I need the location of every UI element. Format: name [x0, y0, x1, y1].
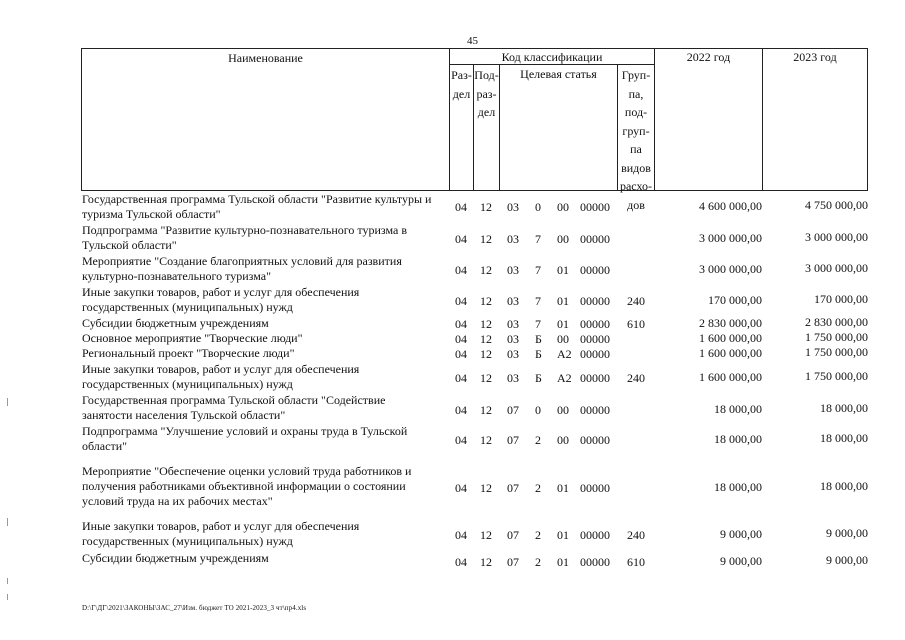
cell-podrazdel: 12: [480, 433, 492, 447]
cell-2022: 18 000,00: [714, 480, 762, 494]
cell-2023: 4 750 000,00: [805, 198, 868, 212]
scan-mark: [7, 594, 8, 600]
header-classification: Код классификации: [501, 50, 603, 64]
cell-razdel: 04: [455, 433, 467, 447]
cell-target-2: Б: [535, 371, 542, 385]
cell-target-1: 07: [507, 481, 519, 495]
row-name: [82, 393, 452, 423]
row-name: [82, 464, 452, 509]
header-group-line: видов: [621, 160, 651, 175]
cell-2022: 1 600 000,00: [699, 331, 762, 345]
scan-mark: [7, 398, 8, 406]
cell-target-2: 2: [535, 528, 541, 542]
cell-target-4: 00000: [580, 481, 610, 495]
row-name: [82, 331, 452, 346]
cell-2023: 9 000,00: [826, 553, 868, 567]
col-divider-podrazdel: [499, 64, 500, 191]
header-year-2023: 2023 год: [793, 50, 837, 64]
cell-2023: 2 830 000,00: [805, 315, 868, 329]
cell-target-3: 01: [557, 481, 569, 495]
cell-podrazdel: 12: [480, 528, 492, 542]
cell-target-2: 7: [535, 317, 541, 331]
row-name: [82, 424, 452, 454]
cell-group: 240: [627, 528, 645, 542]
page-number: 45: [467, 35, 478, 47]
row-name: [82, 254, 452, 284]
cell-target-3: 01: [557, 294, 569, 308]
cell-target-3: 00: [557, 332, 569, 346]
header-subsection: [474, 66, 499, 122]
header-subsection-line: дел: [477, 105, 496, 119]
row-name-line: туризма Тульской области": [82, 207, 221, 221]
cell-target-4: 00000: [580, 528, 610, 542]
cell-target-2: 7: [535, 294, 541, 308]
cell-2023: 1 750 000,00: [805, 369, 868, 383]
header-subsection-line: раз-: [476, 86, 497, 101]
row-name-line: культурно-познавательного туризма": [82, 269, 271, 283]
cell-target-4: 00000: [580, 403, 610, 417]
header-group-line: под-: [624, 105, 648, 119]
cell-target-4: 00000: [580, 371, 610, 385]
header-subsection-line: Под-: [474, 68, 499, 82]
cell-target-3: А2: [557, 347, 572, 361]
cell-podrazdel: 12: [480, 294, 492, 308]
cell-target-1: 03: [507, 332, 519, 346]
cell-razdel: 04: [455, 294, 467, 308]
row-name: [82, 223, 452, 253]
cell-target-2: 2: [535, 481, 541, 495]
cell-podrazdel: 12: [480, 371, 492, 385]
cell-2022: 3 000 000,00: [699, 231, 762, 245]
cell-target-1: 03: [507, 347, 519, 361]
row-name-line: Субсидии бюджетным учреждениям: [82, 316, 269, 330]
row-name-line: Подпрограмма "Развитие культурно-познавательного туризма в: [82, 223, 407, 237]
header-target-article: Целевая статья: [520, 67, 597, 81]
cell-target-1: 03: [507, 200, 519, 214]
cell-target-4: 00000: [580, 347, 610, 361]
header-group-line: расхо-: [619, 179, 653, 193]
row-name: [82, 192, 452, 222]
header-section: [450, 66, 473, 103]
cell-target-1: 03: [507, 263, 519, 277]
row-name-line: государственных (муниципальных) нужд: [82, 534, 293, 548]
scan-mark: [7, 518, 8, 526]
cell-target-3: 01: [557, 263, 569, 277]
cell-target-2: 7: [535, 232, 541, 246]
row-name-line: Государственная программа Тульской области "Содействие: [82, 393, 386, 407]
cell-target-3: 00: [557, 403, 569, 417]
cell-target-3: 01: [557, 555, 569, 569]
cell-podrazdel: 12: [480, 403, 492, 417]
cell-2023: 1 750 000,00: [805, 330, 868, 344]
cell-target-1: 07: [507, 403, 519, 417]
cell-2022: 3 000 000,00: [699, 262, 762, 276]
header-bottom-rule: [81, 190, 868, 191]
row-name-line: условий труда на их рабочих местах": [82, 494, 273, 508]
cell-target-3: 01: [557, 528, 569, 542]
cell-target-2: 2: [535, 555, 541, 569]
cell-target-1: 07: [507, 528, 519, 542]
cell-razdel: 04: [455, 347, 467, 361]
cell-target-1: 03: [507, 371, 519, 385]
cell-razdel: 04: [455, 481, 467, 495]
cell-target-4: 00000: [580, 332, 610, 346]
cell-razdel: 04: [455, 403, 467, 417]
cell-2023: 1 750 000,00: [805, 345, 868, 359]
cell-target-1: 03: [507, 232, 519, 246]
cell-target-3: А2: [557, 371, 572, 385]
cell-podrazdel: 12: [480, 232, 492, 246]
cell-target-4: 00000: [580, 433, 610, 447]
cell-podrazdel: 12: [480, 332, 492, 346]
header-top-rule: [81, 48, 868, 49]
row-name-line: Подпрограмма "Улучшение условий и охраны труда в Тульской: [82, 424, 408, 438]
header-name: Наименование: [228, 51, 303, 65]
cell-target-4: 00000: [580, 232, 610, 246]
cell-target-1: 07: [507, 555, 519, 569]
cell-razdel: 04: [455, 232, 467, 246]
cell-2022: 4 600 000,00: [699, 199, 762, 213]
header-section-line: дел: [452, 86, 471, 101]
cell-podrazdel: 12: [480, 317, 492, 331]
cell-target-3: 00: [557, 200, 569, 214]
cell-target-2: 0: [535, 403, 541, 417]
cell-target-2: 2: [535, 433, 541, 447]
cell-group: 240: [627, 294, 645, 308]
header-section-line: Раз-: [451, 68, 472, 82]
cell-group: 240: [627, 371, 645, 385]
row-name-line: области": [82, 439, 128, 453]
header-group-line: па: [630, 142, 642, 156]
cell-razdel: 04: [455, 528, 467, 542]
cell-target-4: 00000: [580, 200, 610, 214]
cell-razdel: 04: [455, 317, 467, 331]
col-divider-group: [654, 48, 655, 191]
row-name: [82, 519, 452, 549]
header-group: [618, 66, 654, 214]
row-name-line: Государственная программа Тульской области "Развитие культуры и: [82, 192, 432, 206]
cell-2022: 1 600 000,00: [699, 370, 762, 384]
cell-podrazdel: 12: [480, 481, 492, 495]
header-group-line: груп-: [622, 123, 650, 138]
row-name: [82, 362, 452, 392]
row-name: [82, 316, 452, 331]
row-name-line: Иные закупки товаров, работ и услуг для обеспечения: [82, 519, 360, 533]
row-name-line: Мероприятие "Создание благоприятных условий для развития: [82, 254, 402, 268]
cell-target-1: 03: [507, 294, 519, 308]
header-group-line: дов: [627, 197, 645, 212]
cell-2023: 18 000,00: [820, 479, 868, 493]
cell-razdel: 04: [455, 263, 467, 277]
cell-target-3: 01: [557, 317, 569, 331]
cell-2022: 9 000,00: [720, 527, 762, 541]
row-name-line: Региональный проект "Творческие люди": [82, 346, 295, 360]
cell-target-2: 0: [535, 200, 541, 214]
cell-target-4: 00000: [580, 263, 610, 277]
cell-target-4: 00000: [580, 555, 610, 569]
row-name-line: Иные закупки товаров, работ и услуг для обеспечения: [82, 362, 360, 376]
cell-target-3: 00: [557, 433, 569, 447]
scan-mark: [7, 578, 8, 584]
cell-target-2: 7: [535, 263, 541, 277]
cell-group: 610: [627, 317, 645, 331]
cell-target-1: 07: [507, 433, 519, 447]
cell-2022: 9 000,00: [720, 554, 762, 568]
row-name-line: государственных (муниципальных) нужд: [82, 377, 293, 391]
cell-target-4: 00000: [580, 294, 610, 308]
cell-target-3: 00: [557, 232, 569, 246]
col-divider-left: [81, 48, 82, 191]
cell-target-2: Б: [535, 332, 542, 346]
cell-podrazdel: 12: [480, 263, 492, 277]
cell-podrazdel: 12: [480, 555, 492, 569]
row-name-line: Субсидии бюджетным учреждениям: [82, 551, 269, 565]
row-name: [82, 551, 452, 566]
row-name-line: Тульской области": [82, 238, 177, 252]
cell-2023: 3 000 000,00: [805, 230, 868, 244]
cell-razdel: 04: [455, 332, 467, 346]
row-name-line: государственных (муниципальных) нужд: [82, 300, 293, 314]
row-name: [82, 285, 452, 315]
cell-podrazdel: 12: [480, 200, 492, 214]
cell-podrazdel: 12: [480, 347, 492, 361]
row-name-line: Мероприятие "Обеспечение оценки условий труда работников и: [82, 464, 412, 478]
cell-group: 610: [627, 555, 645, 569]
row-name-line: Основное мероприятие "Творческие люди": [82, 331, 303, 345]
cell-2023: 3 000 000,00: [805, 261, 868, 275]
cell-2022: 1 600 000,00: [699, 346, 762, 360]
cell-target-1: 03: [507, 317, 519, 331]
cell-2023: 9 000,00: [826, 526, 868, 540]
cell-razdel: 04: [455, 555, 467, 569]
col-divider-2022: [762, 48, 763, 191]
cell-2023: 170 000,00: [814, 292, 868, 306]
cell-target-4: 00000: [580, 317, 610, 331]
row-name-line: Иные закупки товаров, работ и услуг для обеспечения: [82, 285, 360, 299]
header-group-line: па,: [628, 86, 644, 101]
cell-2022: 170 000,00: [708, 293, 762, 307]
row-name-line: занятости населения Тульской области": [82, 408, 286, 422]
cell-2022: 18 000,00: [714, 402, 762, 416]
header-group-line: Груп-: [621, 68, 651, 82]
header-year-2022: 2022 год: [686, 50, 731, 64]
cell-2023: 18 000,00: [820, 401, 868, 415]
cell-razdel: 04: [455, 200, 467, 214]
cell-2022: 2 830 000,00: [699, 316, 762, 330]
col-divider-right: [867, 48, 868, 191]
footer-file-path: D:\Г\ДГ\2021\ЗАКОНЫ\ЗАС_27\Изм. бюджет ТО 2021-2023_3 чт\пр4.xls: [82, 604, 307, 612]
row-name: [82, 346, 452, 361]
cell-2023: 18 000,00: [820, 431, 868, 445]
row-name-line: получения работниками объективной информации о состоянии: [82, 479, 406, 493]
cell-razdel: 04: [455, 371, 467, 385]
cell-2022: 18 000,00: [714, 432, 762, 446]
cell-target-2: Б: [535, 347, 542, 361]
